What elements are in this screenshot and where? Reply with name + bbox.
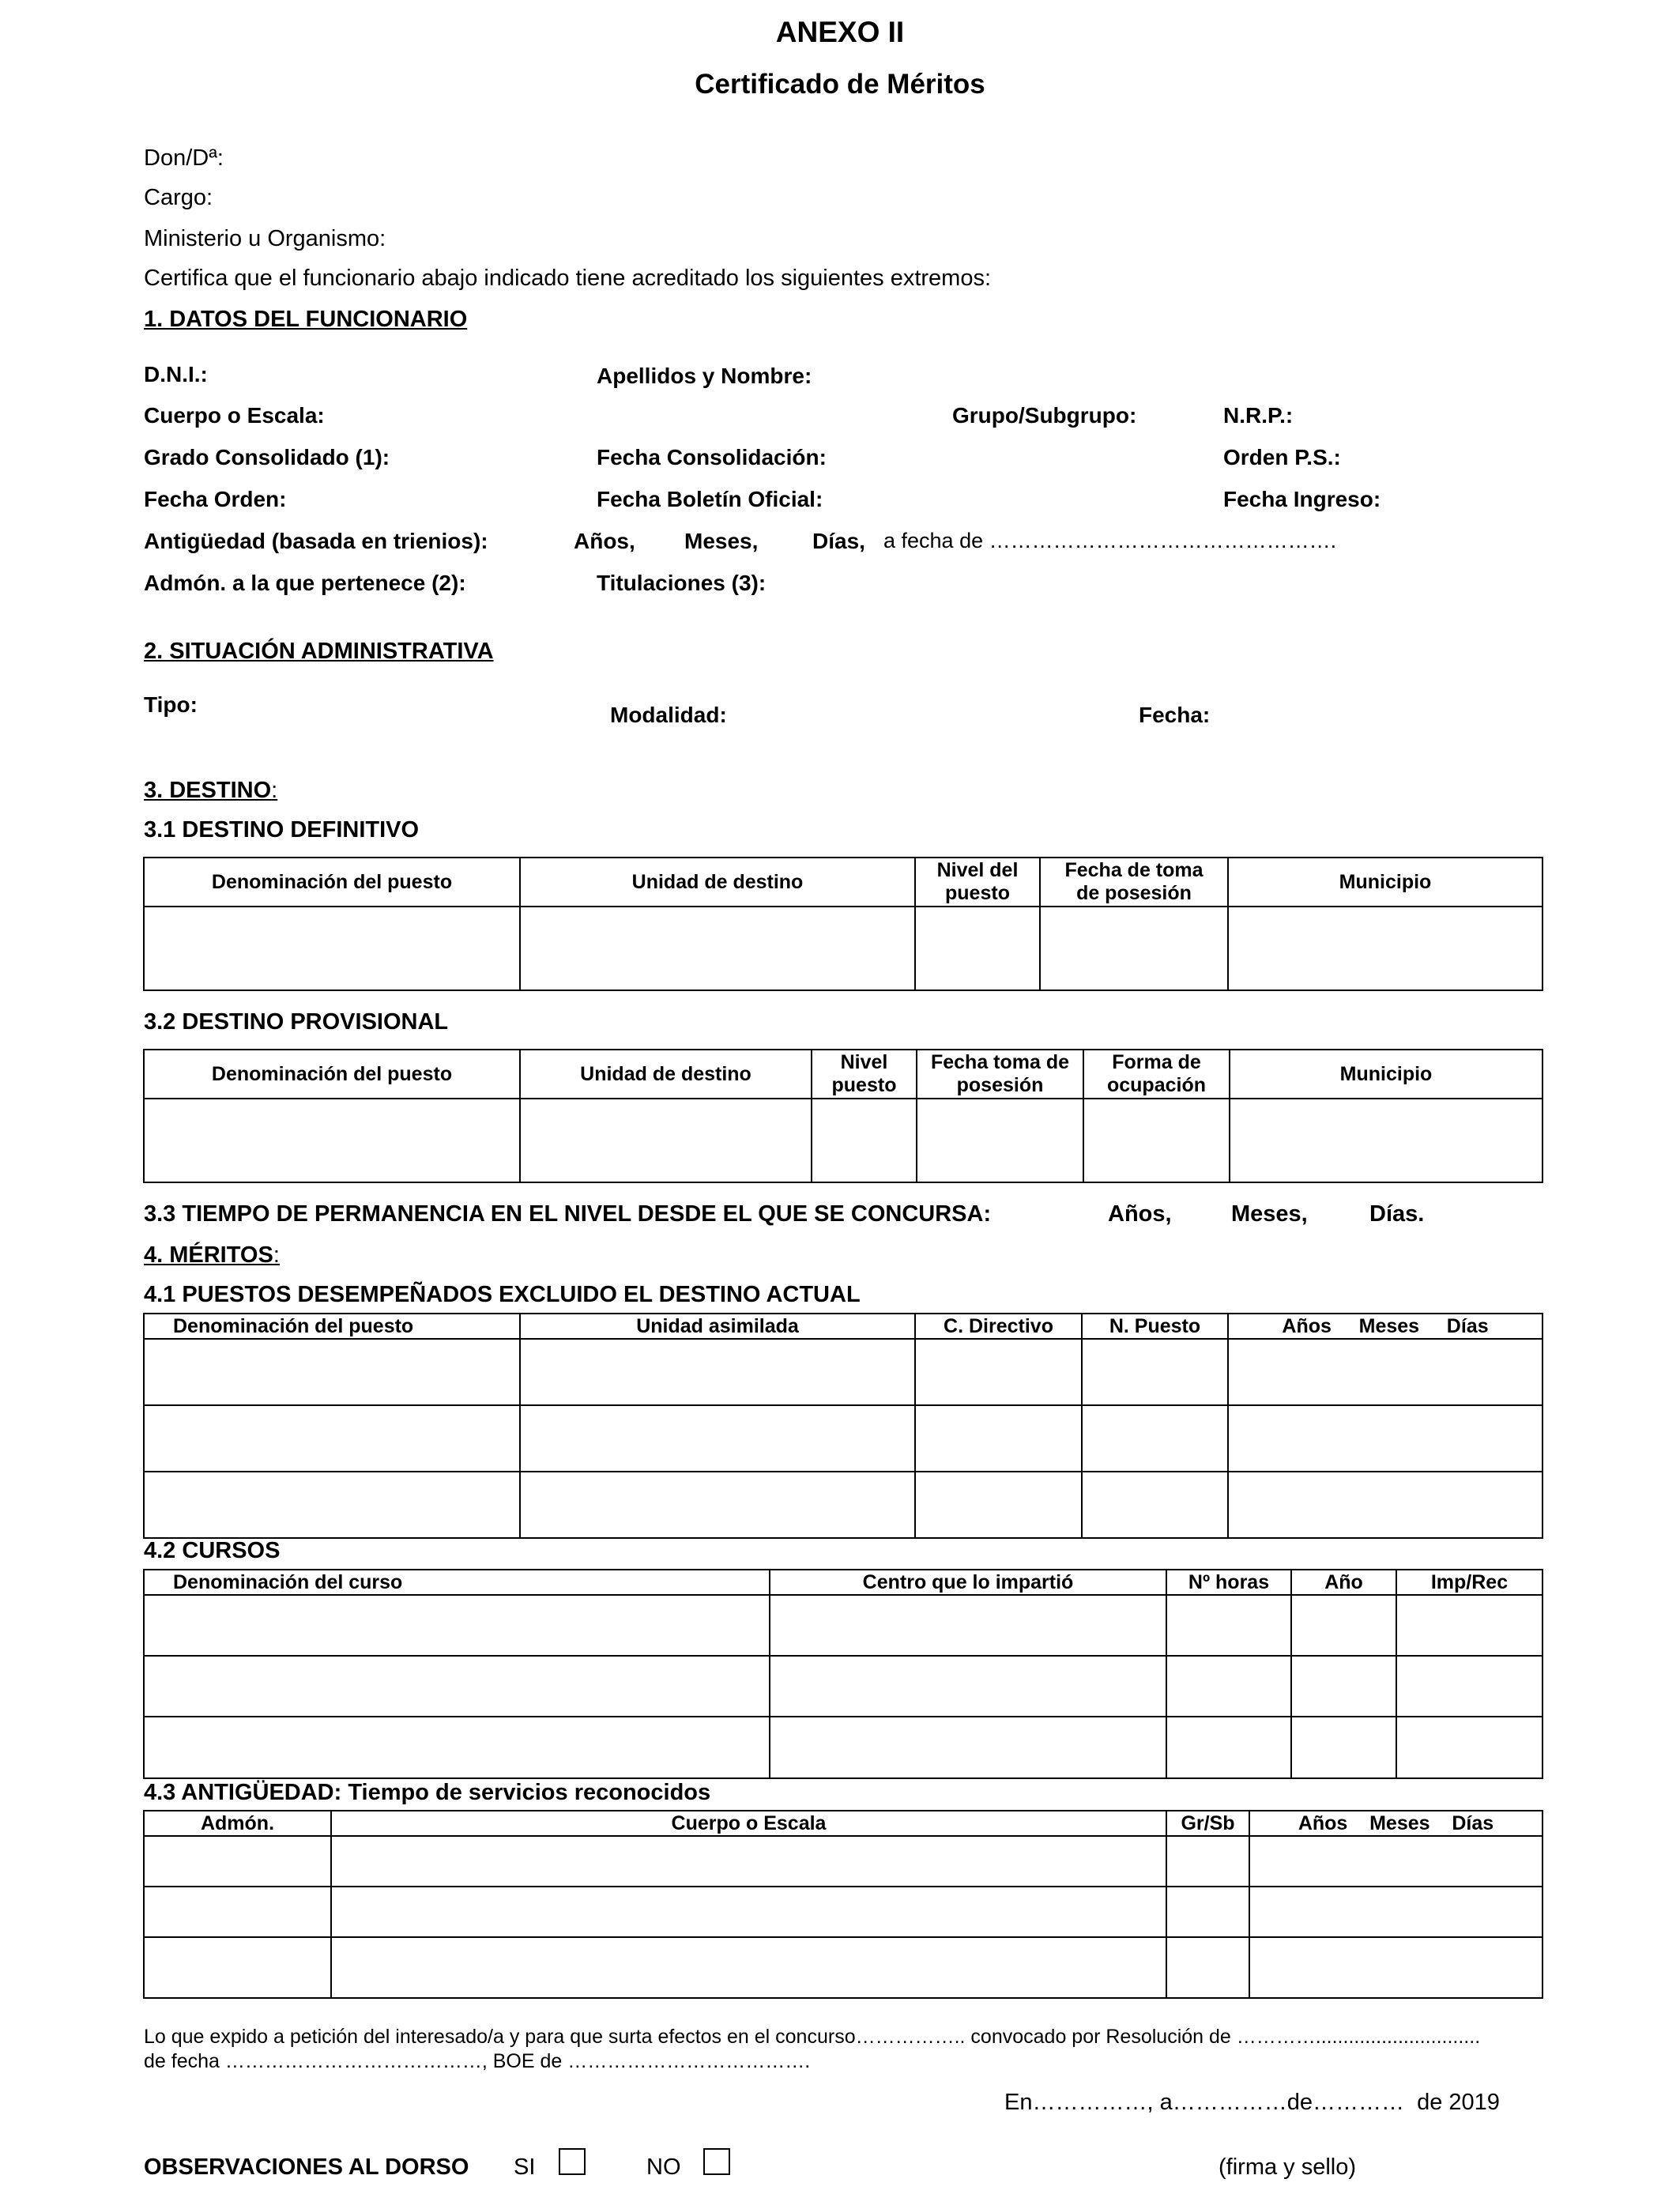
grupo-label: Grupo/Subgrupo: bbox=[952, 403, 1137, 428]
t31-col-municipio: Municipio bbox=[1228, 858, 1543, 907]
don-label: Don/Dª: bbox=[144, 145, 224, 171]
document-title: Certificado de Méritos bbox=[695, 69, 985, 100]
t42-col-denominacion: Denominación del curso bbox=[144, 1570, 770, 1595]
table-row bbox=[144, 1405, 1543, 1472]
table-row bbox=[144, 1656, 1543, 1717]
t42-col-centro: Centro que lo impartió bbox=[770, 1570, 1166, 1595]
t43-col-tiempo: Años Meses Días bbox=[1249, 1811, 1543, 1836]
section-4-heading: 4. MÉRITOS: bbox=[144, 1242, 280, 1268]
cuerpo-label: Cuerpo o Escala: bbox=[144, 403, 325, 428]
place-date: En……………, a……………de………… de 2019 bbox=[1004, 2090, 1500, 2115]
t31-title: 3.1 DESTINO DEFINITIVO bbox=[144, 817, 420, 843]
t31-col-nivel: Nivel del puesto bbox=[915, 858, 1040, 907]
fecha-orden-label: Fecha Orden: bbox=[144, 487, 287, 511]
a-fecha-de: a fecha de …………………………………………. bbox=[883, 529, 1337, 552]
antiguedad-table bbox=[143, 1810, 1543, 1999]
t41-col-denominacion: Denominación del puesto bbox=[144, 1314, 520, 1339]
t43-title: 4.3 ANTIGÜEDAD: Tiempo de servicios reconocidos bbox=[144, 1780, 711, 1805]
t32-title: 3.2 DESTINO PROVISIONAL bbox=[144, 1009, 449, 1035]
t42-title: 4.2 CURSOS bbox=[144, 1538, 281, 1563]
section-2-heading: 2. SITUACIÓN ADMINISTRATIVA bbox=[144, 639, 494, 664]
table-row bbox=[144, 1099, 1543, 1182]
ministerio-label: Ministerio u Organismo: bbox=[144, 226, 386, 251]
t41-title: 4.1 PUESTOS DESEMPEÑADOS EXCLUIDO EL DESTINO ACTUAL bbox=[144, 1282, 861, 1307]
cursos-table bbox=[143, 1569, 1543, 1779]
footer-line-2: de fecha …………………………………, BOE de ………………………………. bbox=[144, 2050, 811, 2072]
si-checkbox[interactable] bbox=[559, 2148, 586, 2177]
table-row bbox=[144, 907, 1543, 990]
t32-col-fecha: Fecha toma de posesión bbox=[917, 1050, 1083, 1099]
t31-col-denominacion: Denominación del puesto bbox=[144, 858, 520, 907]
t32-col-nivel: Nivel puesto bbox=[812, 1050, 917, 1099]
table-row bbox=[144, 1937, 1543, 1998]
t43-col-cuerpo: Cuerpo o Escala bbox=[331, 1811, 1166, 1836]
fecha-boletin-label: Fecha Boletín Oficial: bbox=[597, 487, 823, 511]
t32-col-forma: Forma de ocupación bbox=[1083, 1050, 1230, 1099]
section-1-heading: 1. DATOS DEL FUNCIONARIO bbox=[144, 307, 468, 332]
t32-col-municipio: Municipio bbox=[1230, 1050, 1543, 1099]
no-checkbox[interactable] bbox=[703, 2148, 730, 2177]
certifica-text: Certifica que el funcionario abajo indicado tiene acreditado los siguientes extremos: bbox=[144, 266, 992, 291]
t32-col-unidad: Unidad de destino bbox=[520, 1050, 812, 1099]
modalidad-label: Modalidad: bbox=[610, 703, 727, 727]
no-label: NO bbox=[646, 2154, 681, 2180]
t41-col-unidad: Unidad asimilada bbox=[520, 1314, 915, 1339]
destino-provisional-table bbox=[143, 1049, 1543, 1183]
cargo-label: Cargo: bbox=[144, 185, 213, 210]
fecha-ingreso-label: Fecha Ingreso: bbox=[1223, 487, 1381, 511]
table-row bbox=[144, 1717, 1543, 1778]
t31-col-fecha: Fecha de toma de posesión bbox=[1040, 858, 1228, 907]
antiguedad-dias: Días, bbox=[812, 529, 865, 553]
footer-line-1: Lo que expido a petición del interesado/a y para que surta efectos en el concurso…………….. convocado por Resolución de ………….............................. bbox=[144, 2026, 1481, 2048]
admon-label: Admón. a la que pertenece (2): bbox=[144, 571, 466, 595]
t32-col-denominacion: Denominación del puesto bbox=[144, 1050, 520, 1099]
t31-col-unidad: Unidad de destino bbox=[520, 858, 915, 907]
table-row bbox=[144, 1339, 1543, 1405]
observaciones-label: OBSERVACIONES AL DORSO bbox=[144, 2154, 469, 2180]
antiguedad-meses: Meses, bbox=[684, 529, 759, 553]
table-row bbox=[144, 1472, 1543, 1538]
firma-label: (firma y sello) bbox=[1219, 2154, 1357, 2180]
t42-col-horas: Nº horas bbox=[1166, 1570, 1291, 1595]
t43-col-grsb: Gr/Sb bbox=[1166, 1811, 1249, 1836]
grado-label: Grado Consolidado (1): bbox=[144, 445, 390, 469]
t33-title: 3.3 TIEMPO DE PERMANENCIA EN EL NIVEL DESDE EL QUE SE CONCURSA: bbox=[144, 1201, 992, 1227]
apellidos-label: Apellidos y Nombre: bbox=[597, 364, 812, 388]
tipo-label: Tipo: bbox=[144, 692, 198, 717]
t33-dias: Días. bbox=[1369, 1201, 1425, 1227]
table-row bbox=[144, 1595, 1543, 1656]
destino-definitivo-table bbox=[143, 857, 1543, 991]
si-label: SI bbox=[514, 2154, 536, 2180]
titulaciones-label: Titulaciones (3): bbox=[597, 571, 767, 595]
t41-col-npuesto: N. Puesto bbox=[1082, 1314, 1228, 1339]
fecha-consolidacion-label: Fecha Consolidación: bbox=[597, 445, 827, 469]
t42-col-imprec: Imp/Rec bbox=[1396, 1570, 1543, 1595]
annex-title: ANEXO II bbox=[775, 16, 905, 48]
t41-col-tiempo: Años Meses Días bbox=[1228, 1314, 1543, 1339]
t33-anos: Años, bbox=[1108, 1201, 1172, 1227]
dni-label: D.N.I.: bbox=[144, 362, 208, 386]
nrp-label: N.R.P.: bbox=[1223, 403, 1294, 428]
t43-col-admon: Admón. bbox=[144, 1811, 331, 1836]
antiguedad-label: Antigüedad (basada en trienios): bbox=[144, 529, 488, 553]
antiguedad-anos: Años, bbox=[574, 529, 635, 553]
table-row bbox=[144, 1836, 1543, 1887]
table-row bbox=[144, 1887, 1543, 1937]
t42-col-ano: Año bbox=[1291, 1570, 1396, 1595]
orden-ps-label: Orden P.S.: bbox=[1223, 445, 1341, 469]
t41-col-directivo: C. Directivo bbox=[915, 1314, 1082, 1339]
section-3-heading: 3. DESTINO: bbox=[144, 778, 278, 803]
puestos-table bbox=[143, 1313, 1543, 1539]
fecha-label: Fecha: bbox=[1139, 703, 1211, 727]
t33-meses: Meses, bbox=[1231, 1201, 1308, 1227]
